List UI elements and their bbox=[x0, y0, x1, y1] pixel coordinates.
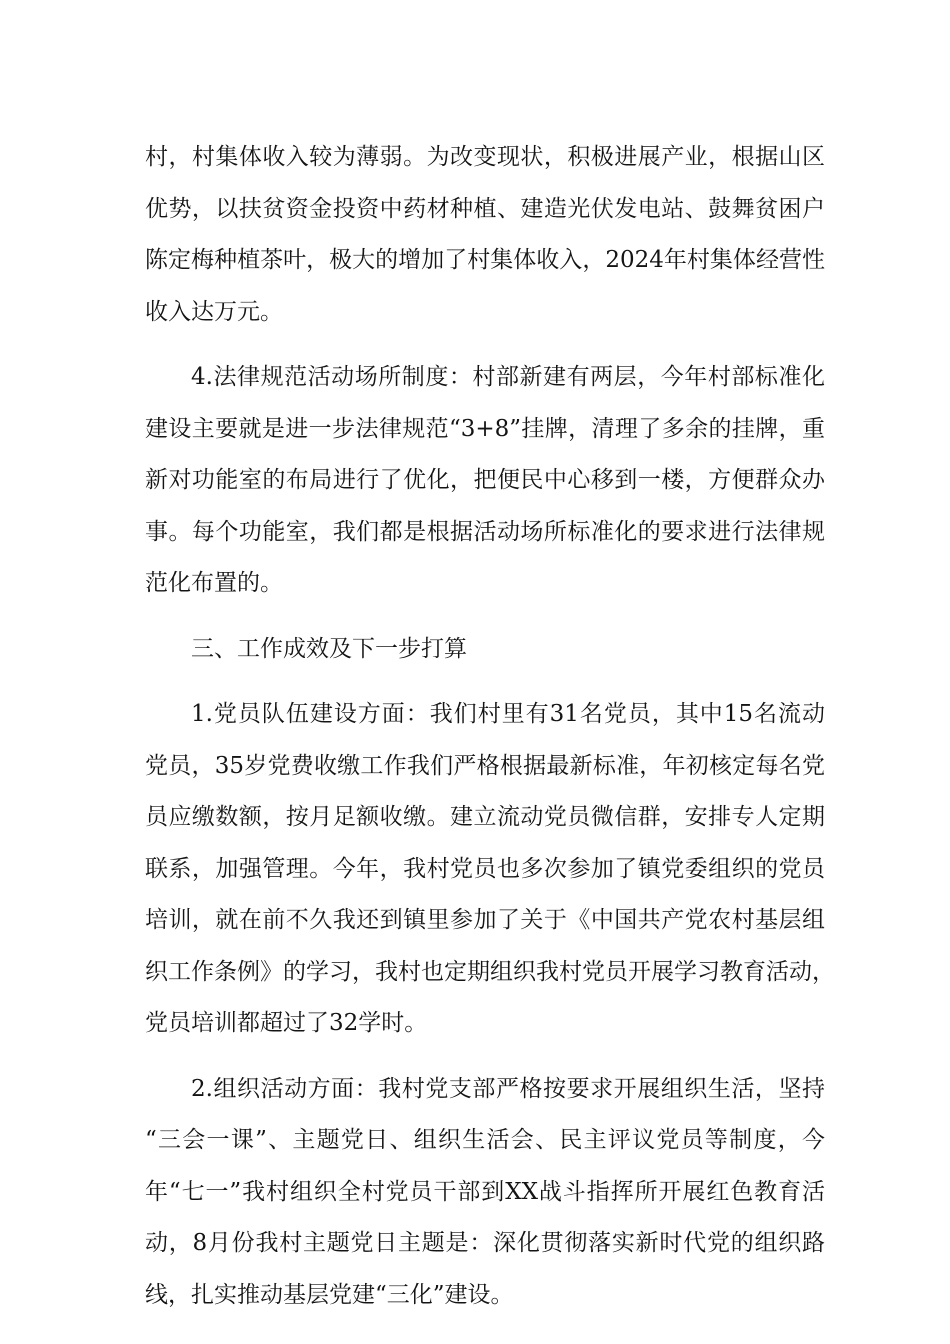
text-line: 村，村集体收入较为薄弱。为改变现状，积极进展产业，根据山区 bbox=[145, 144, 825, 170]
paragraph-venue-regulation bbox=[145, 352, 825, 610]
text-line: 党员培训都超过了32学时。 bbox=[145, 1010, 428, 1036]
heading-text: 三、工作成效及下一步打算 bbox=[191, 635, 467, 662]
text-line: 建设主要就是进一步法律规范“3+8”挂牌，清理了多余的挂牌，重 bbox=[145, 415, 825, 442]
text-line: 收入达万元。 bbox=[145, 298, 283, 325]
text-line: 2.组织活动方面：我村党支部严格按要求开展组织生活，坚持 bbox=[191, 1075, 825, 1102]
text-line: 动，8月份我村主题党日主题是：深化贯彻落实新时代党的组织路 bbox=[145, 1230, 825, 1256]
section-heading bbox=[145, 624, 825, 676]
text-line: 陈定梅种植茶叶，极大的增加了村集体收入，2024年村集体经营性 bbox=[145, 247, 825, 273]
text-line: 联系，加强管理。今年，我村党员也多次参加了镇党委组织的党员 bbox=[145, 855, 825, 882]
text-line: 优势，以扶贫资金投资中药材种植、建造光伏发电站、鼓舞贫困户 bbox=[145, 195, 825, 222]
text-line: 1.党员队伍建设方面：我们村里有31名党员，其中15名流动 bbox=[191, 701, 825, 727]
text-line: 年“七一”我村组织全村党员干部到XX战斗指挥所开展红色教育活 bbox=[145, 1178, 825, 1205]
paragraph-organization-activities bbox=[145, 1064, 825, 1322]
text-line: 新对功能室的布局进行了优化，把便民中心移到一楼，方便群众办 bbox=[145, 467, 825, 493]
text-line: 织工作条例》的学习，我村也定期组织我村党员开展学习教育活动， bbox=[145, 958, 835, 985]
text-line: 员应缴数额，按月足额收缴。建立流动党员微信群，安排专人定期 bbox=[145, 804, 825, 830]
text-line: 线，扎实推动基层党建“三化”建设。 bbox=[145, 1281, 514, 1308]
paragraph-party-members bbox=[145, 689, 835, 1050]
text-line: 范化布置的。 bbox=[145, 570, 283, 596]
text-line: 党员，35岁党费收缴工作我们严格根据最新标准，年初核定每名党 bbox=[145, 752, 825, 779]
text-line: 4.法律规范活动场所制度：村部新建有两层，今年村部标准化 bbox=[191, 364, 825, 390]
document-body bbox=[145, 132, 835, 1335]
text-line: “三会一课”、主题党日、组织生活会、民主评议党员等制度，今 bbox=[145, 1127, 825, 1153]
text-line: 培训，就在前不久我还到镇里参加了关于《中国共产党农村基层组 bbox=[145, 907, 825, 933]
text-line: 事。每个功能室，我们都是根据活动场所标准化的要求进行法律规 bbox=[145, 518, 825, 545]
paragraph-income bbox=[145, 132, 825, 338]
